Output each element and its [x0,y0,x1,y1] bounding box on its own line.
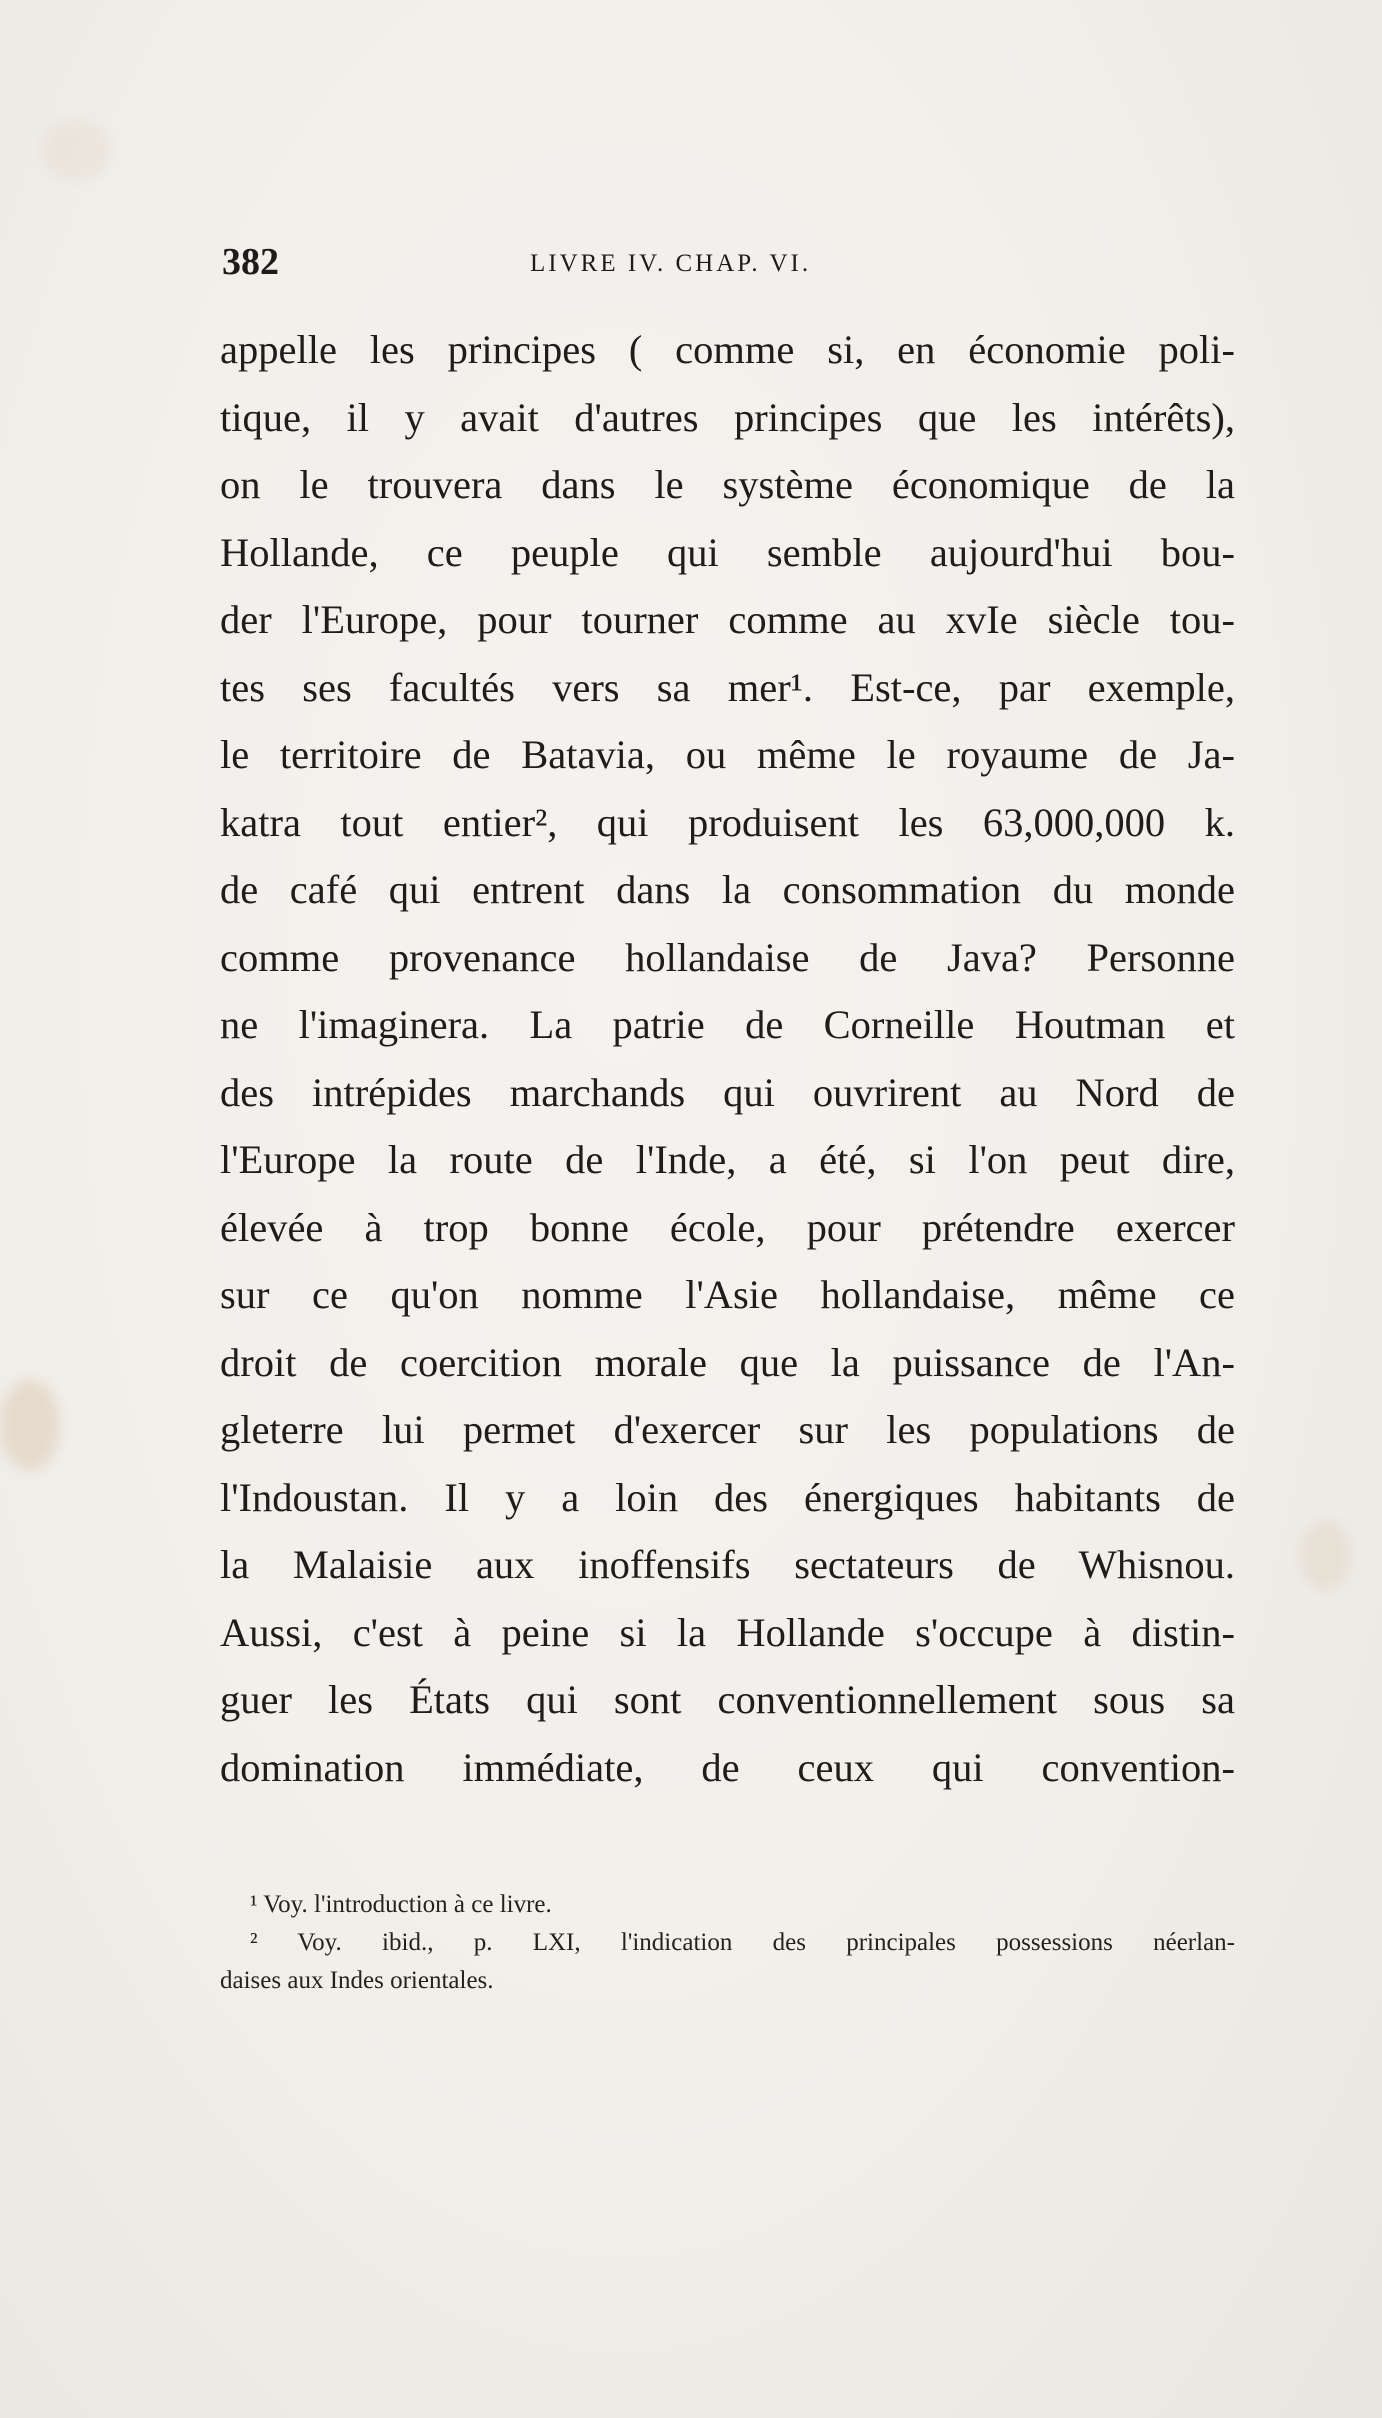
page-number: 382 [222,241,279,283]
footnote-1: ¹ Voy. l'introduction à ce livre. [250,1891,552,1918]
footnote-2: ² Voy. ibid., p. LXI, l'indication des principales possessions néerlan- [250,1929,1235,1956]
text-line: appelle les principes ( comme si, en économie poli- [220,327,1235,372]
text-line: des intrépides marchands qui ouvrirent au Nord de [220,1069,1235,1115]
text-line: ne l'imaginera. La patrie de Corneille Houtman et [220,1002,1235,1047]
footnotes [220,1886,1235,2000]
text-line: tes ses facultés vers sa mer¹. Est-ce, par exemple, [220,664,1235,710]
text-line: Aussi, c'est à peine si la Hollande s'occupe à distin- [220,1609,1235,1655]
text-line: la Malaisie aux inoffensifs sectateurs de Whisnou. [220,1542,1235,1587]
paper-stain [1300,1520,1350,1590]
text-line: droit de coercition morale que la puissance de l'An- [220,1339,1235,1385]
text-line: de café qui entrent dans la consommation du monde [220,867,1235,912]
text-line: sur ce qu'on nomme l'Asie hollandaise, même ce [220,1272,1235,1317]
paper-stain [0,1380,60,1470]
text-line: élevée à trop bonne école, pour prétendre exercer [220,1204,1235,1250]
text-line: domination immédiate, de ceux qui convention- [220,1744,1235,1790]
page-header [222,240,1234,290]
text-line: comme provenance hollandaise de Java? Personne [220,934,1235,980]
text-line: guer les États qui sont conventionnellement sous sa [220,1677,1235,1722]
footnote-2-continued: daises aux Indes orientales. [220,1967,494,1994]
text-line: le territoire de Batavia, ou même le royaume de Ja- [220,732,1235,777]
text-line: katra tout entier², qui produisent les 63,000,000 k. [220,799,1235,845]
text-line: gleterre lui permet d'exercer sur les populations de [220,1407,1235,1452]
text-line: Hollande, ce peuple qui semble aujourd'hui bou- [220,529,1235,575]
text-line: l'Europe la route de l'Inde, a été, si l'on peut dire, [220,1137,1235,1182]
text-line: on le trouvera dans le système économique de la [220,462,1235,507]
text-line: l'Indoustan. Il y a loin des énergiques habitants de [220,1474,1235,1520]
text-line: tique, il y avait d'autres principes que les intérêts), [220,394,1235,440]
running-head: LIVRE IV. CHAP. VI. [530,250,812,277]
paper-stain [40,120,110,180]
text-line: der l'Europe, pour tourner comme au xvIe siècle tou- [220,597,1235,642]
body-text [220,316,1235,1801]
